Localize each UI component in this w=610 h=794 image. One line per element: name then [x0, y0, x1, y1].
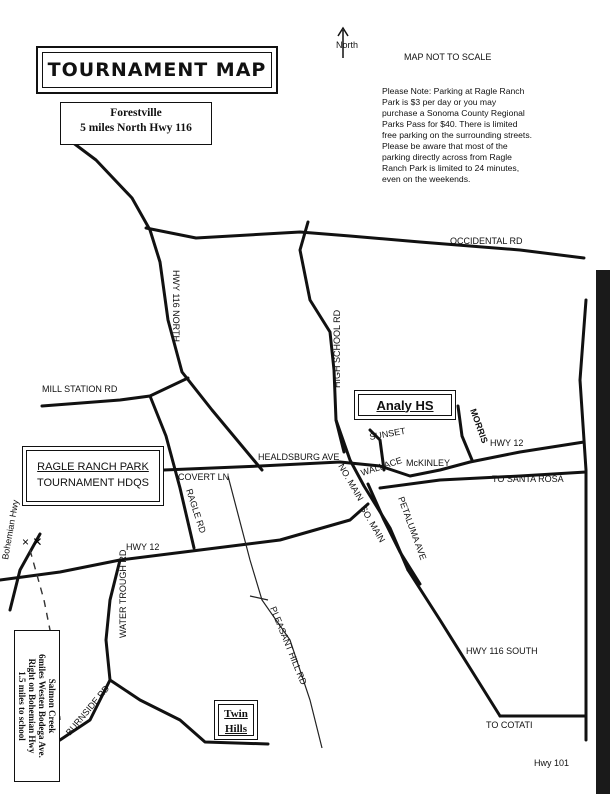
salmon-creek-box	[14, 630, 60, 782]
label-covert-ln: COVERT LN	[178, 472, 230, 482]
scale-note: MAP NOT TO SCALE	[404, 52, 492, 62]
forestville-box	[60, 102, 212, 145]
label-pleasant-hill-rd: PLEASANT HILL RD	[268, 605, 309, 687]
title-box	[36, 46, 278, 94]
label-mckinley: McKINLEY	[406, 458, 451, 468]
label-hwy116-south: HWY 116 SOUTH	[466, 646, 538, 656]
forestville-directions: 5 miles North Hwy 116	[80, 122, 192, 134]
label-no-main: NO. MAIN	[336, 462, 366, 503]
label-to-cotati: TO COTATI	[486, 720, 533, 730]
twin-hills-line2: Hills	[224, 723, 247, 735]
label-healdsburg-ave: HEALDSBURG AVE	[258, 452, 340, 462]
label-occidental-rd: OCCIDENTAL RD	[450, 236, 523, 246]
parking-note: Please Note: Parking at Ragle Ranch Park is $3 per day or you may purchase a Sonoma County Regional Parks Pass for $40. There is limited free parking on the surrounding streets. Please be aware that most of the parking directly across from Ragle Ranch Park is limited to 24 minutes, even on the weekends.	[382, 86, 533, 184]
label-to-santa-rosa: TO SANTA ROSA	[492, 474, 564, 484]
salmon-creek-direction-3: 1.5 miles to school	[17, 671, 27, 741]
label-hwy12-west: HWY 12	[126, 542, 160, 552]
label-ragle-rd: RAGLE RD	[184, 487, 208, 535]
analy-hs-box	[354, 390, 456, 420]
x-marker: × ✕	[22, 535, 43, 549]
label-petaluma-ave: PETALUMA AVE	[396, 495, 429, 562]
forestville-label: Forestville	[110, 107, 162, 119]
label-high-school-rd: HIGH SCHOOL RD	[332, 309, 342, 388]
label-hwy101: Hwy 101	[534, 758, 570, 768]
label-hwy116-north: HWY 116 NORTH	[171, 270, 181, 343]
north-label: North	[336, 40, 359, 50]
label-water-trough-rd: WATER TROUGH RD	[118, 549, 128, 638]
page-edge-shadow	[596, 270, 610, 794]
ragle-ranch-park-box	[22, 446, 164, 506]
twin-hills-line1: Twin	[224, 708, 248, 720]
salmon-creek-label: Salmon Creek	[47, 678, 57, 734]
tournament-hq-label: TOURNAMENT HDQS	[36, 477, 150, 489]
analy-hs-label: Analy HS	[376, 397, 434, 413]
label-burnside-rd: BURNSIDE RD	[63, 683, 112, 738]
label-morris: MORRIS	[468, 407, 490, 445]
label-sunset: SUNSET	[368, 425, 407, 442]
label-hwy12-east: HWY 12	[490, 438, 524, 448]
twin-hills-box	[214, 700, 258, 740]
page-title: TOURNAMENT MAP	[47, 59, 267, 81]
label-so-main: SO. MAIN	[358, 504, 388, 545]
ragle-ranch-park-label: RAGLE RANCH PARK	[37, 461, 149, 473]
label-bohemian-hwy: Bohemian Hwy	[0, 498, 21, 561]
salmon-creek-direction-1: 6miles Westen Bodega Ave.	[37, 654, 47, 758]
label-wallace: WALLACE	[359, 455, 404, 478]
salmon-creek-direction-2: Right on Bohemian Hwy	[27, 658, 37, 754]
label-mill-station-rd: MILL STATION RD	[42, 384, 118, 394]
